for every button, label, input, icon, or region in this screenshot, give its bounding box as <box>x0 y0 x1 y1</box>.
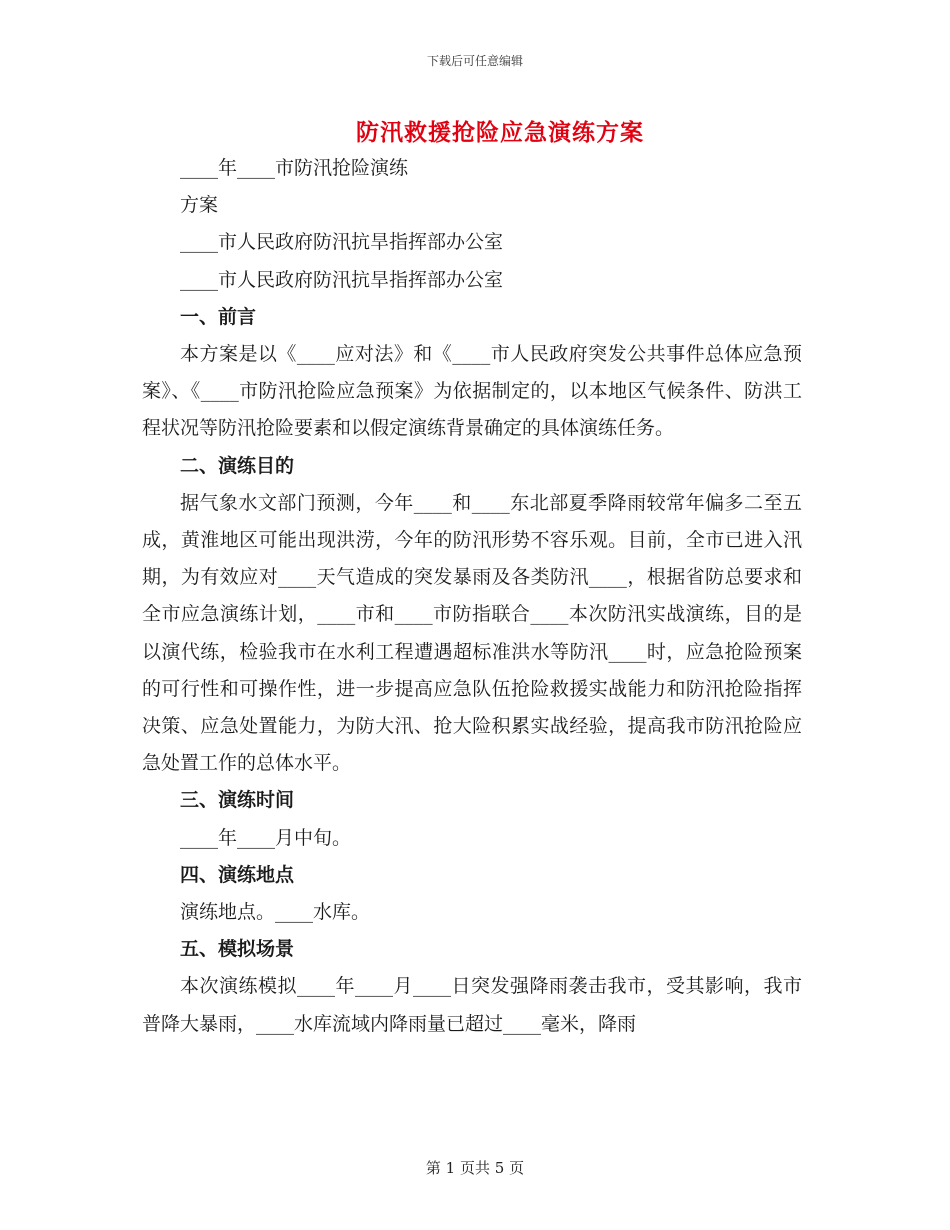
section-heading: 二、演练目的 <box>180 454 295 477</box>
paragraph: ____市人民政府防汛抗旱指挥部办公室 <box>180 268 504 291</box>
document-title: 防汛救援抢险应急演练方案 <box>356 119 644 146</box>
paragraph: 本次演练模拟____年____月____日突发强降雨袭击我市，受其影响，我市普降大暴雨，____水库流域内降雨量已超过____毫米，降雨 <box>142 975 802 1035</box>
page-header-note: 下载后可任意编辑 <box>426 54 523 68</box>
section-heading: 一、前言 <box>180 305 257 328</box>
paragraph: ____年____市防汛抢险演练 <box>180 157 409 179</box>
page-footer: 第 1 页共 5 页 <box>425 1159 525 1177</box>
section-heading: 四、演练地点 <box>180 863 295 886</box>
document-body <box>142 150 802 1043</box>
paragraph: ____年____月中旬。 <box>180 826 352 849</box>
paragraph: 本方案是以《____应对法》和《____市人民政府突发公共事件总体应急预案》、《____市防汛抢险应急预案》为依据制定的，以本地区气候条件、防洪工程状况等防汛抢险要素和以假定演练背景确定的具体演练任务。 <box>142 343 802 440</box>
section-heading: 三、演练时间 <box>180 789 295 812</box>
paragraph: 演练地点。____水库。 <box>180 901 371 924</box>
paragraph: 据气象水文部门预测，今年____和____东北部夏季降雨较常年偏多二至五成，黄淮地区可能出现洪涝，今年的防汛形势不容乐观。目前，全市已进入汛期，为有效应对____天气造成的突发暴雨及各类防汛____，根据省防总要求和全市应急演练计划，____市和____市防指联合____本次防汛实战演练，目的是以演代练，检验我市在水利工程遭遇超标准洪水等防汛____时，应急抢险预案的可行性和可操作性，进一步提高应急队伍抢险救援实战能力和防汛抢险指挥决策、应急处置能力，为防大汛、抢大险积累实战经验，提高我市防汛抢险应急处置工作的总体水平。 <box>142 491 802 775</box>
paragraph: 方案 <box>180 194 219 217</box>
paragraph: ____市人民政府防汛抗旱指挥部办公室 <box>180 231 504 254</box>
section-heading: 五、模拟场景 <box>180 938 295 961</box>
